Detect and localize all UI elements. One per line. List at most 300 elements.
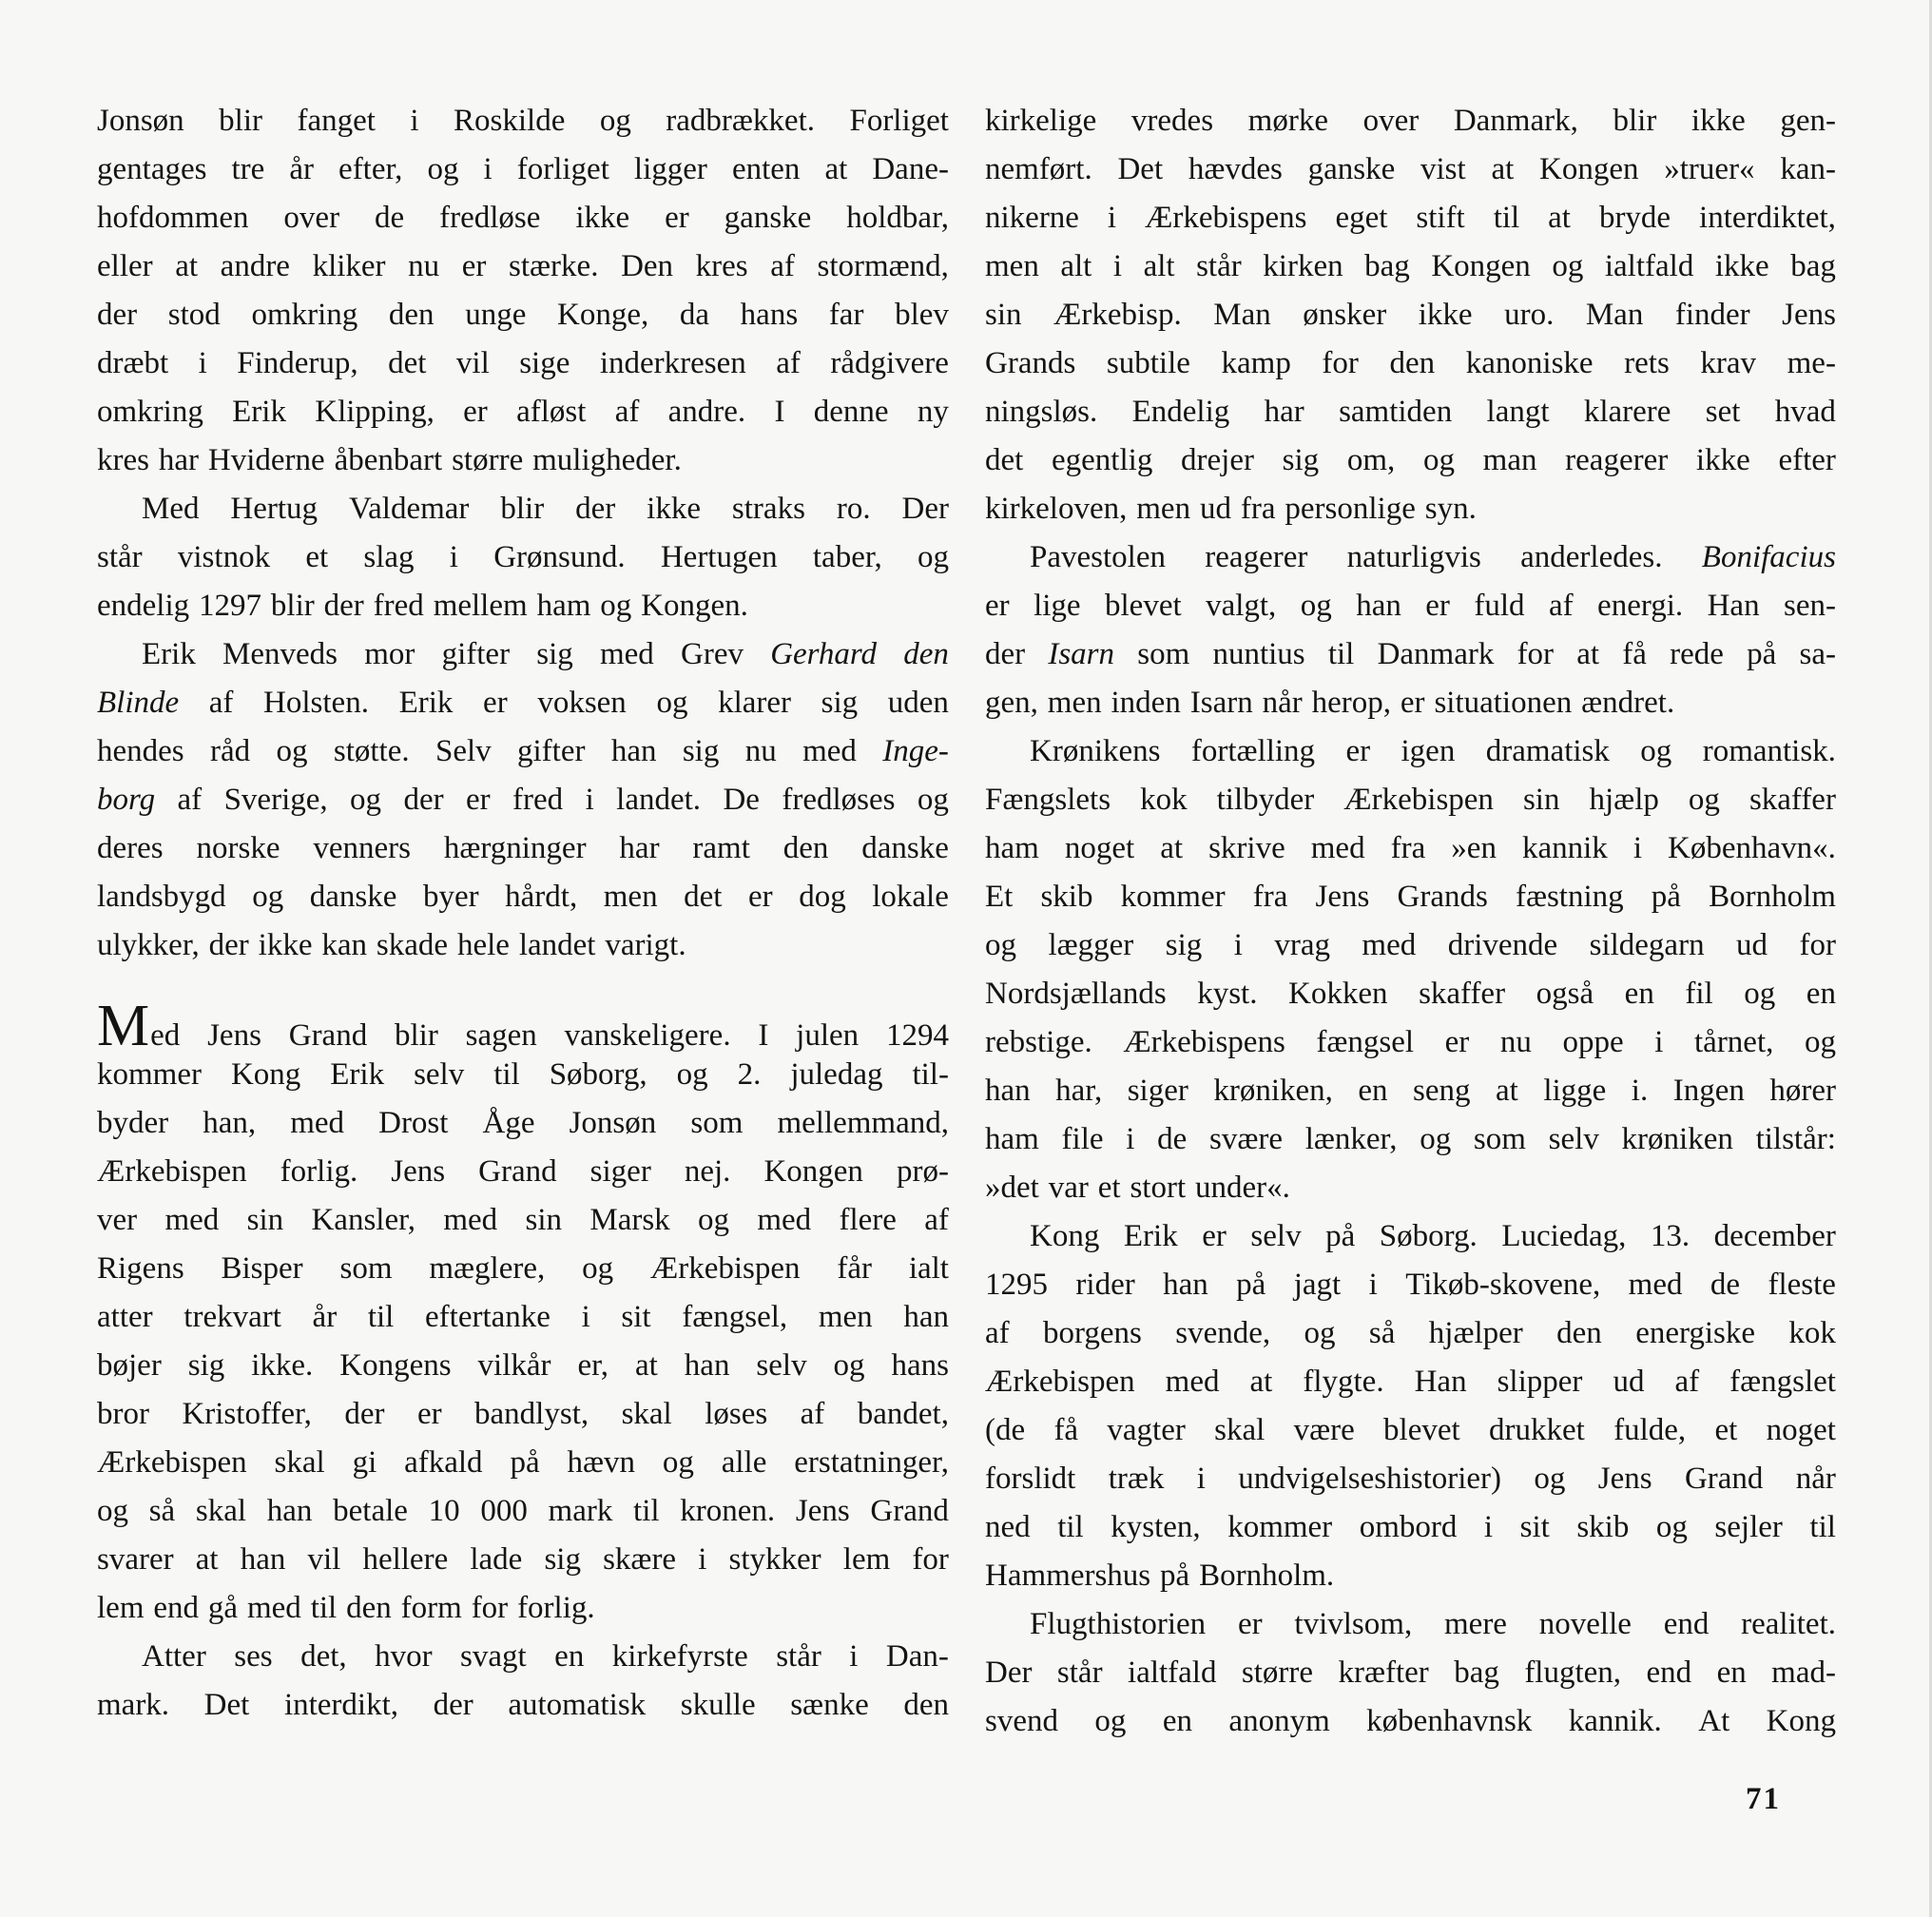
word: bag bbox=[1364, 249, 1410, 283]
word: er bbox=[461, 249, 487, 283]
text-line bbox=[985, 1115, 1836, 1164]
word: kres bbox=[97, 443, 149, 477]
word: den bbox=[903, 637, 949, 671]
word: fredløse bbox=[439, 201, 541, 235]
word: blir bbox=[395, 1018, 438, 1053]
word: vist bbox=[1420, 152, 1466, 186]
word: holdbar, bbox=[846, 201, 949, 235]
word: i bbox=[1654, 1025, 1664, 1059]
word: Et bbox=[985, 880, 1014, 914]
text-line bbox=[97, 1536, 949, 1584]
word: afløst bbox=[516, 395, 587, 429]
word: Hertug bbox=[230, 492, 319, 526]
word: og bbox=[427, 152, 459, 186]
word: i bbox=[581, 1300, 590, 1334]
word: »det bbox=[985, 1171, 1039, 1205]
word: med bbox=[802, 734, 857, 768]
word: det bbox=[388, 346, 427, 380]
word: selv bbox=[1548, 1122, 1599, 1156]
word: sin bbox=[246, 1203, 284, 1237]
word: er bbox=[1202, 1219, 1227, 1253]
word: juledag bbox=[790, 1057, 883, 1092]
word: andre bbox=[220, 249, 290, 283]
word: og bbox=[1422, 443, 1455, 477]
word: på bbox=[1325, 1219, 1356, 1253]
word: blir bbox=[270, 589, 315, 623]
word: nikerne bbox=[985, 201, 1079, 235]
word: ikke bbox=[1690, 104, 1746, 138]
word: over bbox=[1362, 104, 1420, 138]
word: de bbox=[375, 201, 405, 235]
word: Luciedag, bbox=[1501, 1219, 1627, 1253]
word: fra bbox=[1240, 492, 1276, 526]
word: vilkår bbox=[477, 1348, 551, 1383]
word: enten bbox=[731, 152, 801, 186]
word: efter bbox=[1778, 443, 1836, 477]
word: noget bbox=[1766, 1413, 1836, 1447]
word: Jens bbox=[391, 1154, 446, 1189]
word: i bbox=[410, 104, 419, 138]
word: Erik bbox=[330, 1057, 385, 1092]
word: rider bbox=[1075, 1268, 1135, 1302]
word: i bbox=[483, 152, 493, 186]
word: med bbox=[290, 1106, 345, 1140]
word: kommer bbox=[97, 1057, 202, 1092]
word: tilstår: bbox=[1755, 1122, 1836, 1156]
word: til bbox=[1493, 201, 1520, 235]
word: gi bbox=[352, 1445, 377, 1480]
word: Med bbox=[142, 492, 200, 526]
word: en bbox=[554, 1639, 585, 1674]
word: Klipping, bbox=[315, 395, 435, 429]
word: er bbox=[1237, 1607, 1263, 1641]
word: nu bbox=[408, 249, 440, 283]
word: af bbox=[985, 1316, 1010, 1350]
word: lem bbox=[842, 1542, 891, 1577]
word: fæstning bbox=[1515, 880, 1624, 914]
word: med bbox=[246, 1591, 301, 1625]
word: til bbox=[310, 1591, 338, 1625]
word: men bbox=[818, 1300, 873, 1334]
word: kysten, bbox=[1111, 1510, 1201, 1544]
word: lige bbox=[1034, 589, 1081, 623]
left-text-column bbox=[97, 97, 949, 1730]
text-line bbox=[985, 436, 1836, 485]
word: fil bbox=[1685, 977, 1713, 1011]
word: ikke bbox=[1714, 249, 1769, 283]
text-line bbox=[97, 1584, 949, 1633]
text-line bbox=[985, 1552, 1836, 1600]
word: større bbox=[452, 443, 524, 477]
text-line bbox=[985, 1261, 1836, 1309]
word: og bbox=[1534, 1462, 1566, 1496]
word: være bbox=[1293, 1413, 1355, 1447]
word: til bbox=[633, 1494, 660, 1528]
word: skal bbox=[1214, 1413, 1265, 1447]
word: »en bbox=[1451, 831, 1497, 865]
word: Grand bbox=[1684, 1462, 1764, 1496]
word: så bbox=[148, 1494, 176, 1528]
word: inderkresen bbox=[599, 346, 746, 380]
word: og bbox=[1094, 1704, 1127, 1738]
word: Ærkebispens bbox=[1123, 1025, 1285, 1059]
word: vil bbox=[455, 346, 490, 380]
word: ligge bbox=[1543, 1074, 1607, 1108]
word: mark. bbox=[97, 1688, 170, 1722]
word: står bbox=[1196, 249, 1242, 283]
word: Hertugen bbox=[660, 540, 778, 574]
word: ændret. bbox=[1581, 686, 1675, 720]
word: alle bbox=[721, 1445, 767, 1480]
word: dog bbox=[799, 880, 846, 914]
word: men bbox=[1047, 686, 1102, 720]
word: bag bbox=[1454, 1656, 1499, 1690]
word: ud bbox=[1613, 1365, 1645, 1399]
word: gentages bbox=[97, 152, 207, 186]
word: 2. bbox=[737, 1057, 762, 1092]
word: skal bbox=[621, 1397, 672, 1431]
text-line bbox=[985, 1600, 1836, 1649]
word: hævdes bbox=[1188, 152, 1283, 186]
word: gen, bbox=[985, 686, 1038, 720]
word: julen bbox=[796, 1018, 860, 1053]
word: ikke bbox=[1695, 443, 1750, 477]
word: noget bbox=[1064, 831, 1135, 865]
word: ialtfald bbox=[1604, 249, 1694, 283]
word: Kongen bbox=[1431, 249, 1531, 283]
word: betale bbox=[333, 1494, 408, 1528]
word: de bbox=[1157, 1122, 1188, 1156]
word: bandlyst, bbox=[474, 1397, 589, 1431]
word: og bbox=[985, 928, 1016, 962]
word: sin bbox=[525, 1203, 563, 1237]
word: har bbox=[619, 831, 660, 865]
word: alt bbox=[1143, 249, 1175, 283]
text-line bbox=[97, 630, 949, 679]
word: der bbox=[403, 783, 444, 817]
word: Man bbox=[1585, 298, 1644, 332]
word: stod bbox=[167, 298, 221, 332]
word: eget bbox=[1335, 201, 1388, 235]
word: med bbox=[1628, 1268, 1683, 1302]
word: tre bbox=[231, 152, 265, 186]
word: Finderup, bbox=[237, 346, 358, 380]
word: i bbox=[1368, 1268, 1378, 1302]
word: under«. bbox=[1195, 1171, 1290, 1205]
word: at bbox=[1548, 201, 1571, 235]
word: af bbox=[776, 346, 801, 380]
word: Kongen bbox=[763, 1154, 863, 1189]
word: ikke bbox=[258, 928, 313, 962]
word: København«. bbox=[1668, 831, 1836, 865]
word: Valdemar bbox=[348, 492, 470, 526]
word: skulle bbox=[680, 1688, 756, 1722]
text-line bbox=[97, 921, 949, 970]
word: kirken bbox=[1263, 249, 1343, 283]
word: og bbox=[676, 1057, 708, 1092]
word: fængsel bbox=[1316, 1025, 1415, 1059]
word: i bbox=[849, 1639, 859, 1674]
word: skib bbox=[1040, 880, 1093, 914]
word: stormænd, bbox=[817, 249, 949, 283]
word: fulde, bbox=[1613, 1413, 1687, 1447]
word: endelig bbox=[97, 589, 190, 623]
word: han, bbox=[203, 1106, 257, 1140]
word: på bbox=[510, 1445, 540, 1480]
word: erstatninger, bbox=[794, 1445, 949, 1480]
word: Pavestolen bbox=[1030, 540, 1166, 574]
word: år bbox=[312, 1300, 338, 1334]
word: og bbox=[252, 880, 284, 914]
word: er bbox=[466, 783, 491, 817]
word: drivende bbox=[1447, 928, 1558, 962]
word: ud bbox=[1199, 492, 1231, 526]
text-line bbox=[985, 1212, 1836, 1261]
word: løses bbox=[705, 1397, 768, 1431]
word: Isarn bbox=[1189, 686, 1253, 720]
word: Søborg, bbox=[549, 1057, 647, 1092]
word: af bbox=[1548, 589, 1574, 623]
word: mad- bbox=[1771, 1656, 1836, 1690]
word: bøjer bbox=[97, 1348, 162, 1383]
word: nemført. bbox=[985, 152, 1092, 186]
text-line bbox=[97, 436, 949, 485]
word: ikke bbox=[575, 201, 630, 235]
text-line bbox=[985, 1503, 1836, 1552]
word: uden bbox=[887, 686, 949, 720]
word: 000 bbox=[480, 1494, 528, 1528]
word: Den bbox=[621, 249, 674, 283]
word: sig bbox=[821, 686, 859, 720]
word: og bbox=[276, 734, 308, 768]
word: Grand bbox=[288, 1018, 368, 1053]
word: i bbox=[1196, 1462, 1206, 1496]
word: romantisk. bbox=[1702, 734, 1836, 768]
text-line bbox=[97, 97, 949, 145]
word: en bbox=[1162, 1704, 1192, 1738]
word: bryde bbox=[1598, 201, 1671, 235]
word: stort bbox=[1130, 1171, 1187, 1205]
word: kres bbox=[695, 249, 748, 283]
word: krav bbox=[1700, 346, 1757, 380]
word: Jonsøn bbox=[97, 104, 184, 138]
word: Grev bbox=[681, 637, 744, 671]
word: drukket bbox=[1488, 1413, 1585, 1447]
word: hærgninger bbox=[443, 831, 587, 865]
word: kan- bbox=[1780, 152, 1836, 186]
word: hører bbox=[1769, 1074, 1836, 1108]
word: kirkefyrste bbox=[611, 1639, 748, 1674]
word: vagter bbox=[1107, 1413, 1186, 1447]
word: og bbox=[582, 1251, 614, 1286]
word: har bbox=[1264, 395, 1304, 429]
word: sin bbox=[985, 298, 1022, 332]
word: da bbox=[679, 298, 710, 332]
word: interdikt, bbox=[283, 1688, 398, 1722]
word: afkald bbox=[404, 1445, 483, 1480]
word: på bbox=[1651, 880, 1681, 914]
word: han bbox=[610, 734, 657, 768]
word: den bbox=[903, 1688, 949, 1722]
word: energiske bbox=[1635, 1316, 1756, 1350]
word: ny bbox=[917, 395, 949, 429]
word: nej. bbox=[684, 1154, 731, 1189]
word: drejer bbox=[1181, 443, 1254, 477]
word: råd bbox=[210, 734, 251, 768]
word: Kong bbox=[230, 1057, 301, 1092]
word: Ærkebispen bbox=[985, 1365, 1135, 1399]
word: lokale bbox=[872, 880, 949, 914]
word: dramatisk bbox=[1485, 734, 1610, 768]
word: gifter bbox=[517, 734, 586, 768]
text-line bbox=[97, 1390, 949, 1439]
word: på bbox=[1160, 1559, 1190, 1593]
word: blir bbox=[1613, 104, 1657, 138]
word: der bbox=[323, 589, 364, 623]
word: sen- bbox=[1784, 589, 1836, 623]
word: sig bbox=[544, 1542, 581, 1577]
word: til bbox=[1327, 637, 1355, 671]
word: svære bbox=[1209, 1122, 1284, 1156]
word: ialt bbox=[908, 1251, 949, 1286]
text-line bbox=[97, 1196, 949, 1245]
word: at bbox=[635, 1348, 658, 1383]
word: i bbox=[449, 540, 458, 574]
word: (de bbox=[985, 1413, 1026, 1447]
word: der bbox=[433, 1688, 473, 1722]
word: i bbox=[698, 1542, 707, 1577]
word: for bbox=[1322, 346, 1359, 380]
word: hele bbox=[456, 928, 510, 962]
word: med bbox=[443, 1203, 498, 1237]
word: fortælling bbox=[1190, 734, 1316, 768]
word: sildegarn bbox=[1589, 928, 1705, 962]
word: det, bbox=[300, 1639, 347, 1674]
text-line bbox=[985, 291, 1836, 339]
right-text-column bbox=[985, 97, 1836, 1746]
word: sin bbox=[1522, 783, 1560, 817]
text-line bbox=[97, 533, 949, 582]
word: kanoniske bbox=[1465, 346, 1594, 380]
text-line bbox=[97, 145, 949, 194]
word: at bbox=[195, 1542, 219, 1577]
word: den bbox=[388, 298, 435, 332]
word: tårnet, bbox=[1694, 1025, 1774, 1059]
word: står bbox=[1056, 1656, 1103, 1690]
word: 13. bbox=[1650, 1219, 1690, 1253]
word: ganske bbox=[724, 201, 812, 235]
word: i bbox=[585, 783, 594, 817]
word: Danmark, bbox=[1453, 104, 1578, 138]
word: kamp bbox=[1221, 346, 1291, 380]
word: Fængslets bbox=[985, 783, 1111, 817]
word: med bbox=[1165, 1365, 1220, 1399]
word: står bbox=[97, 540, 143, 574]
word: uro. bbox=[1504, 298, 1555, 332]
word: end bbox=[1646, 1656, 1692, 1690]
word: situationen bbox=[1434, 686, 1573, 720]
word: i bbox=[1633, 831, 1643, 865]
word: radbrækket. bbox=[666, 104, 815, 138]
word: 1294 bbox=[885, 1018, 949, 1053]
text-line bbox=[985, 388, 1836, 436]
word: for bbox=[471, 1591, 509, 1625]
text-line bbox=[985, 1164, 1836, 1212]
text-line bbox=[97, 1342, 949, 1390]
word: der bbox=[985, 637, 1026, 671]
word: mæglere, bbox=[429, 1251, 546, 1286]
word: Erik bbox=[232, 395, 286, 429]
word: De bbox=[723, 783, 760, 817]
word: Søborg. bbox=[1379, 1219, 1478, 1253]
word: en bbox=[1806, 977, 1836, 1011]
word: december bbox=[1713, 1219, 1836, 1253]
word: Bornholm bbox=[1709, 880, 1836, 914]
text-line bbox=[985, 679, 1836, 727]
word: Kongen. bbox=[641, 589, 748, 623]
text-line bbox=[97, 824, 949, 873]
word: er bbox=[665, 201, 689, 235]
text-line bbox=[985, 630, 1836, 679]
word: Blinde bbox=[97, 686, 180, 720]
word: som bbox=[1137, 637, 1190, 671]
word: en bbox=[1358, 1074, 1388, 1108]
word: og bbox=[662, 1445, 694, 1480]
word: kræfter bbox=[1338, 1656, 1429, 1690]
word: Åge bbox=[482, 1106, 535, 1140]
word: end bbox=[1663, 1607, 1710, 1641]
word: skal bbox=[274, 1445, 325, 1480]
word: af bbox=[770, 249, 795, 283]
text-line bbox=[985, 194, 1836, 242]
word: og bbox=[918, 540, 949, 574]
word: 10 bbox=[428, 1494, 460, 1528]
word: atter bbox=[97, 1300, 153, 1334]
word: at bbox=[1496, 1074, 1518, 1108]
word: stærke. bbox=[509, 249, 599, 283]
word: seng bbox=[1413, 1074, 1471, 1108]
word: som bbox=[690, 1106, 744, 1140]
word: Ærkebispens bbox=[1145, 201, 1307, 235]
word: Med bbox=[97, 994, 181, 1058]
word: gen- bbox=[1780, 104, 1836, 138]
word: fra bbox=[1390, 831, 1426, 865]
word: lænker, bbox=[1304, 1122, 1398, 1156]
word: Tikøb-skovene, bbox=[1405, 1268, 1601, 1302]
word: Erik bbox=[142, 637, 196, 671]
word: novelle bbox=[1538, 1607, 1632, 1641]
word: vrag bbox=[1274, 928, 1330, 962]
text-line bbox=[97, 1099, 949, 1148]
word: vistnok bbox=[177, 540, 271, 574]
word: københavnsk bbox=[1366, 1704, 1533, 1738]
word: Hviderne bbox=[207, 443, 325, 477]
word: af bbox=[614, 395, 640, 429]
word: nuntius bbox=[1212, 637, 1305, 671]
word: til bbox=[367, 1300, 395, 1334]
word: krøniken, bbox=[1213, 1074, 1333, 1108]
word: i bbox=[1233, 928, 1243, 962]
word: vredes bbox=[1130, 104, 1214, 138]
word: Konge, bbox=[557, 298, 649, 332]
word: krøniken bbox=[1621, 1122, 1733, 1156]
word: fleste bbox=[1768, 1268, 1836, 1302]
word: at bbox=[1576, 637, 1600, 671]
word: Kansler, bbox=[311, 1203, 416, 1237]
word: sit bbox=[621, 1300, 651, 1334]
text-line bbox=[985, 1067, 1836, 1115]
word: ikke bbox=[1418, 298, 1473, 332]
